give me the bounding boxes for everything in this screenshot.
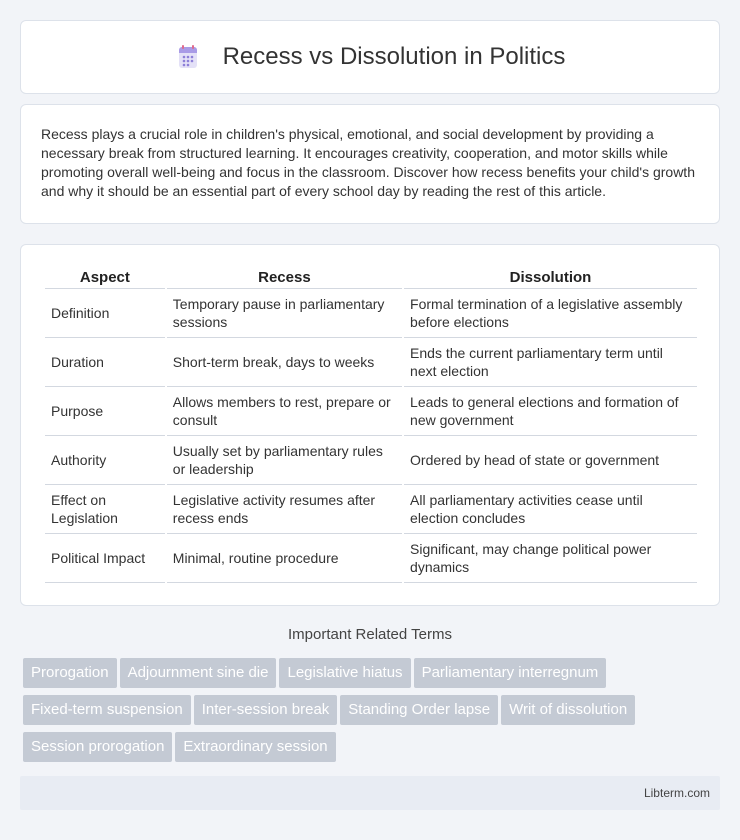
related-term-tag[interactable]: Fixed-term suspension (23, 695, 191, 725)
related-term-tag[interactable]: Parliamentary interregnum (414, 658, 607, 688)
related-term-tag[interactable]: Legislative hiatus (279, 658, 410, 688)
intro-card (20, 104, 720, 224)
related-term-tag[interactable]: Extraordinary session (175, 732, 335, 762)
table-row (45, 436, 697, 485)
related-term-tag[interactable]: Prorogation (23, 658, 117, 688)
row-aspect: Duration (45, 338, 165, 387)
row-aspect: Effect on Legislation (45, 485, 165, 534)
footer-site-link[interactable]: Libterm.com (643, 786, 710, 800)
table-card (20, 244, 720, 606)
header-dissolution: Dissolution (404, 267, 697, 289)
row-dissolution: Ends the current parliamentary term until next election (404, 338, 697, 387)
header-recess: Recess (167, 267, 402, 289)
row-aspect: Definition (45, 289, 165, 338)
table-row (45, 338, 697, 387)
row-aspect: Purpose (45, 387, 165, 436)
page-title: Recess vs Dissolution in Politics (222, 43, 566, 70)
related-term-tag[interactable]: Standing Order lapse (340, 695, 498, 725)
row-dissolution: Ordered by head of state or government (404, 436, 697, 485)
row-recess: Allows members to rest, prepare or consult (167, 387, 402, 436)
document-icon (175, 44, 201, 70)
related-term-tag[interactable]: Session prorogation (23, 732, 172, 762)
related-terms-list (23, 658, 723, 769)
table-row (45, 485, 697, 534)
comparison-table (43, 267, 699, 583)
row-recess: Temporary pause in parliamentary sessions (167, 289, 402, 338)
row-recess: Usually set by parliamentary rules or leadership (167, 436, 402, 485)
row-recess: Legislative activity resumes after recess ends (167, 485, 402, 534)
intro-text: Recess plays a crucial role in children's physical, emotional, and social development by providing a necessary break from structured learning. It encourages creativity, cooperation, and motor skills while promoting overall well-being and focus in the classroom. Discover how recess benefits your child's growth and why it should be an essential part of every school day by reading the rest of this article. (41, 126, 695, 199)
related-terms-title: Important Related Terms (288, 626, 452, 643)
row-recess: Minimal, routine procedure (167, 534, 402, 583)
row-dissolution: Formal termination of a legislative assembly before elections (404, 289, 697, 338)
related-term-tag[interactable]: Writ of dissolution (501, 695, 635, 725)
row-aspect: Political Impact (45, 534, 165, 583)
row-aspect: Authority (45, 436, 165, 485)
row-dissolution: Leads to general elections and formation of new government (404, 387, 697, 436)
related-term-tag[interactable]: Adjournment sine die (120, 658, 277, 688)
footer (20, 776, 720, 810)
related-term-tag[interactable]: Inter-session break (194, 695, 338, 725)
row-dissolution: All parliamentary activities cease until election concludes (404, 485, 697, 534)
row-dissolution: Significant, may change political power dynamics (404, 534, 697, 583)
table-header-row (45, 267, 697, 289)
header-aspect: Aspect (45, 267, 165, 289)
title-card (20, 20, 720, 94)
table-row (45, 387, 697, 436)
row-recess: Short-term break, days to weeks (167, 338, 402, 387)
table-row (45, 534, 697, 583)
table-row (45, 289, 697, 338)
